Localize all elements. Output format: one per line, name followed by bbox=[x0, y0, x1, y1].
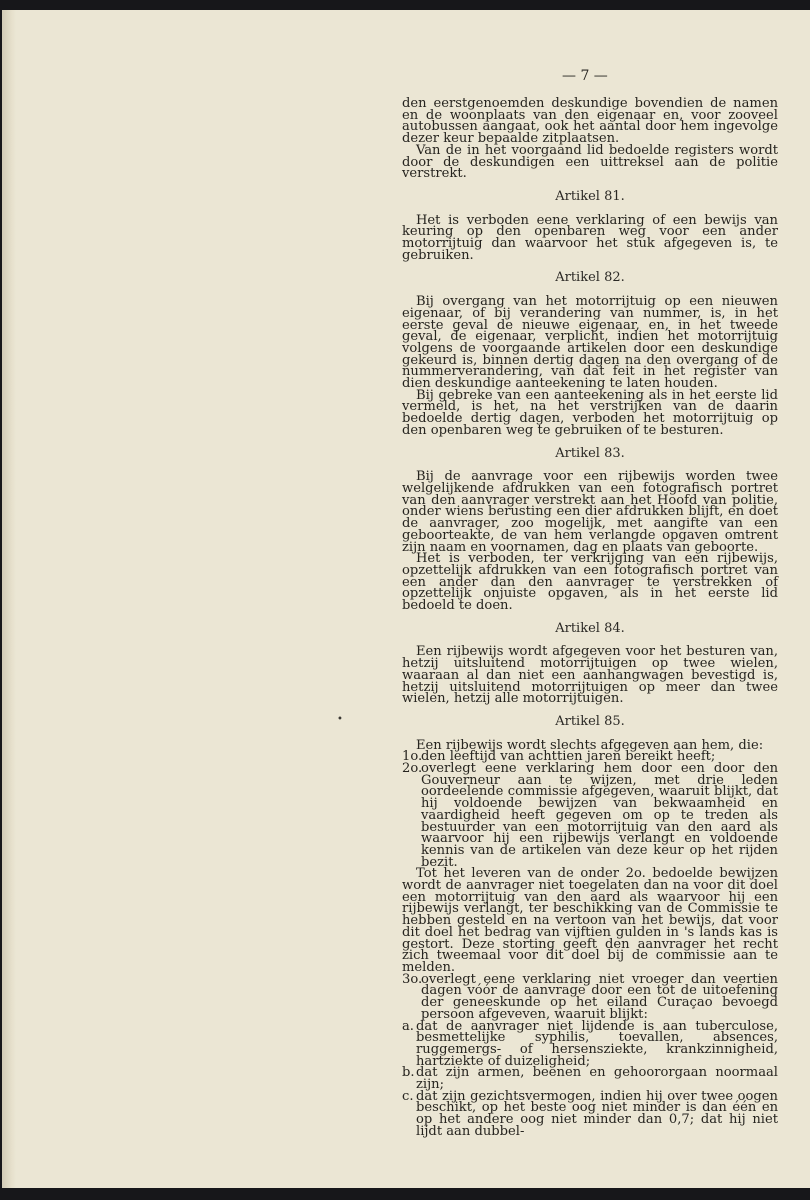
page-number: — 7 — bbox=[562, 68, 608, 84]
lettered-item bbox=[402, 1018, 778, 1069]
article-heading: Artikel 84. bbox=[555, 620, 625, 636]
item-marker: 3o. bbox=[402, 971, 423, 987]
item-marker: a. bbox=[402, 1018, 414, 1034]
item-text: overlegt eene verklaring hem door een door den Gouverneur aan te wijzen, met drie leden oordeelende commissie afgegeven, waaruit blijkt, dat hij voldoende bewijzen van bekwaamheid en vaardigheid heeft gegeven om op te treden als bestuurder van een motorrijtuig van den aard als waarvoor hij een rijbewijs verlangt en voldoende kennis van de artikelen van deze keur op het rijden bezit. bbox=[421, 761, 778, 870]
scan-border-bottom bbox=[0, 1188, 810, 1200]
item-marker: c. bbox=[402, 1088, 414, 1104]
article-heading: Artikel 82. bbox=[555, 270, 625, 286]
item-marker: 1o. bbox=[402, 749, 423, 765]
intro-paragraph: Van de in het voorgaand lid bedoelde registers wordt door de deskundigen een uittreksel aan de politie verstrekt. bbox=[402, 142, 778, 182]
article-paragraph: Tot het leveren van de onder 2o. bedoelde bewijzen wordt de aanvrager niet toegelaten dan na voor dit doel een motorrijtuig van den aard als waarvoor hij een rijbewijs verlangt, ter beschikking van de Commissie te hebben gesteld en na vertoon van het bewijs, dat voor dit doel het bedrag van vijftien gulden in 's lands kas is gestort. Deze storting geeft den aanvrager het recht zich tweemaal voor dit doel bij de commissie aan te melden. bbox=[402, 866, 778, 975]
item-text: dat zijn gezichtsvermogen, indien hij over twee oogen beschikt, op het beste oog niet minder is dan één en op het andere oog niet minder dan 0,7; dat hij niet lijdt aan dubbel- bbox=[416, 1088, 778, 1139]
item-text: overlegt eene verklaring niet vroeger dan veertien dagen vóór de aanvrage door een tot de uitoefening der geneeskunde op het eiland Curaçao bevoegd persoon afgeveven, waaruit blijkt: bbox=[421, 971, 778, 1022]
intro-paragraph: den eerstgenoemden deskundige bovendien de namen en de woonplaats van den eigenaar en, voor zooveel autobussen aangaat, ook het aantal door hem ingevolge dezer keur bepaalde zitplaatsen. bbox=[402, 96, 778, 147]
article-paragraph: Het is verboden eene verklaring of een bewijs van keuring op den openbaren weg voor een ander motorrijtuig dan waarvoor het stuk afgegeven is, te gebruiken. bbox=[402, 212, 778, 263]
article-heading: Artikel 83. bbox=[555, 445, 625, 461]
article-heading: Artikel 81. bbox=[555, 188, 625, 204]
numbered-item bbox=[402, 971, 778, 1022]
article-paragraph: Bij de aanvrage voor een rijbewijs worden twee welgelijkende afdrukken van een fotografisch portret van den aanvrager verstrekt aan het Hoofd van politie, onder wiens berusting een dier afdrukken blijft, en doet de aanvrager, zoo mogelijk, met aangifte van een geboorteakte, de van hem verlangde opgaven omtrent zijn naam en voornamen, dag en plaats van geboorte. bbox=[402, 469, 778, 555]
item-marker: b. bbox=[402, 1065, 415, 1081]
article-paragraph: Een rijbewijs wordt slechts afgegeven aan hem, die: bbox=[416, 737, 764, 753]
article-paragraph: Het is verboden, ter verkrijging van een rijbewijs, opzettelijk afdrukken van een fotografisch portret van een ander dan den aanvrager te verstrekken of opzettelijk onjuiste opgaven, als in het eerste lid bedoeld te doen. bbox=[402, 551, 778, 614]
item-text: dat zijn armen, beenen en gehoororgaan noormaal zijn; bbox=[416, 1065, 778, 1093]
document-body bbox=[402, 98, 778, 1138]
page-spine-shadow bbox=[2, 10, 16, 1188]
numbered-item bbox=[402, 763, 778, 868]
item-text: dat de aanvrager niet lijdende is aan tuberculose, besmettelijke syphilis, toevallen, absences, ruggemergs- of hersensziekte, krankzinnigheid, hartziekte of duizeligheid; bbox=[416, 1018, 778, 1069]
article-paragraph: Bij overgang van het motorrijtuig op een nieuwen eigenaar, of bij verandering van nummer, is, in het eerste geval de nieuwe eigenaar, en, in het tweede geval, de eigenaar, verplicht, indien het motorrijtuig volgens de voorgaande artikelen door een deskundige gekeurd is, binnen dertig dagen na den overgang of de nummerverandering, van dat feit in het register van dien deskundige aanteekening te laten houden. bbox=[402, 294, 778, 392]
article-paragraph: Een rijbewijs wordt afgegeven voor het besturen van, hetzij uitsluitend motorrijtuigen op twee wielen, waaraan al dan niet een aanhangwagen bevestigd is, hetzij uitsluitend motorrijtuigen op meer dan twee wielen, hetzij alle motorrijtuigen. bbox=[402, 644, 778, 707]
article-paragraph: Bij gebreke van een aanteekening als in het eerste lid vermeld, is het, na het verstrijken van de daarin bedoelde dertig dagen, verboden het motorrijtuig op den openbaren weg te gebruiken of te besturen. bbox=[402, 387, 778, 438]
stray-dot-mark: • bbox=[337, 714, 343, 725]
item-text: den leeftijd van achttien jaren bereikt heeft; bbox=[421, 749, 716, 765]
lettered-item bbox=[402, 1088, 778, 1139]
item-marker: 2o. bbox=[402, 761, 423, 777]
article-heading: Artikel 85. bbox=[555, 713, 625, 729]
lettered-item bbox=[402, 1065, 778, 1093]
